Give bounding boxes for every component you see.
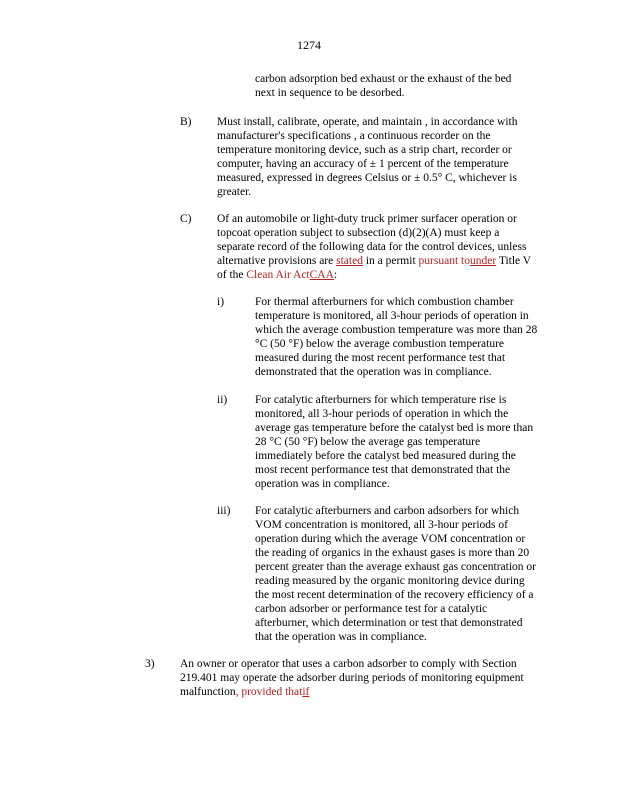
item-c-end: : bbox=[333, 269, 338, 281]
item-c-label: C) bbox=[180, 213, 192, 225]
item-c-deleted-pursuant: pursuant to bbox=[418, 255, 470, 267]
sub-ii-text: For catalytic afterburners for which temperature rise is monitored, all 3-hour periods of operation in which the average gas temperature before the catalyst bed is more than 28 °C (50 °F) below the average gas temperature immediately before the catalyst bed measured during the most recent performance test that demonstrated that the operation was in compliance. bbox=[255, 394, 534, 490]
item-c-deleted-caa: Clean Air Act bbox=[246, 269, 310, 281]
item-3-label: 3) bbox=[145, 658, 155, 670]
page-number: 1274 bbox=[297, 38, 321, 52]
item-b-label: B) bbox=[180, 116, 192, 128]
sub-i-text: For thermal afterburners for which combustion chamber temperature is monitored, all 3-hour periods of operation in which the average combustion temperature was more than 28 °C (50 °F) below the average combustion temperature measured during the most recent performance test that demonstrated that the operation was in compliance. bbox=[255, 296, 538, 378]
sub-iii-text: For catalytic afterburners and carbon adsorbers for which VOM concentration is monitored, all 3-hour periods of operation during which the average VOM concentration or the reading of organics in the exhaust gases is more than 20 percent greater than the average exhaust gas concentration or reading measured by the organic monitoring device during the most recent determination of the recovery efficiency of a carbon adsorber or performance test for a catalytic afterburner, which determination or test that demonstrated that the operation was in compliance. bbox=[255, 505, 536, 643]
sub-i-label: i) bbox=[217, 296, 225, 308]
item-c-part1: Of an automobile or light-duty truck primer surfacer operation or topcoat operation subject to subsection (d)(2)(A) must keep a separate record of the following data for the control devices, unless alternative provisions are bbox=[217, 213, 527, 267]
item-3-inserted: if bbox=[302, 686, 310, 698]
item-b-text: Must install, calibrate, operate, and maintain , in accordance with manufacturer's specifications , a continuous recorder on the temperature monitoring device, such as a strip chart, recorder or computer, having an accuracy of ± 1 percent of the temperature measured, expressed in degrees Celsius or ± 0.5° C, whichever is greater. bbox=[217, 116, 518, 198]
item-c-inserted-under: under bbox=[469, 255, 497, 267]
item-3-text bbox=[180, 657, 545, 699]
item-c-part3: Title V of the bbox=[217, 255, 531, 281]
sub-ii-label: ii) bbox=[217, 394, 228, 406]
item-3-deleted: , provided that bbox=[235, 686, 303, 698]
continuation-paragraph: carbon adsorption bed exhaust or the exhaust of the bed next in sequence to be desorbed. bbox=[255, 73, 512, 99]
item-c-text bbox=[217, 212, 535, 282]
item-c-inserted-caa: CAA bbox=[309, 269, 334, 281]
item-c-part2: in a permit bbox=[362, 255, 419, 267]
item-c-inserted-stated: stated bbox=[336, 255, 363, 267]
item-3-main: An owner or operator that uses a carbon adsorber to comply with Section 219.401 may operate the adsorber during periods of monitoring equipment malfunction bbox=[180, 658, 524, 698]
sub-iii-label: iii) bbox=[217, 505, 231, 517]
